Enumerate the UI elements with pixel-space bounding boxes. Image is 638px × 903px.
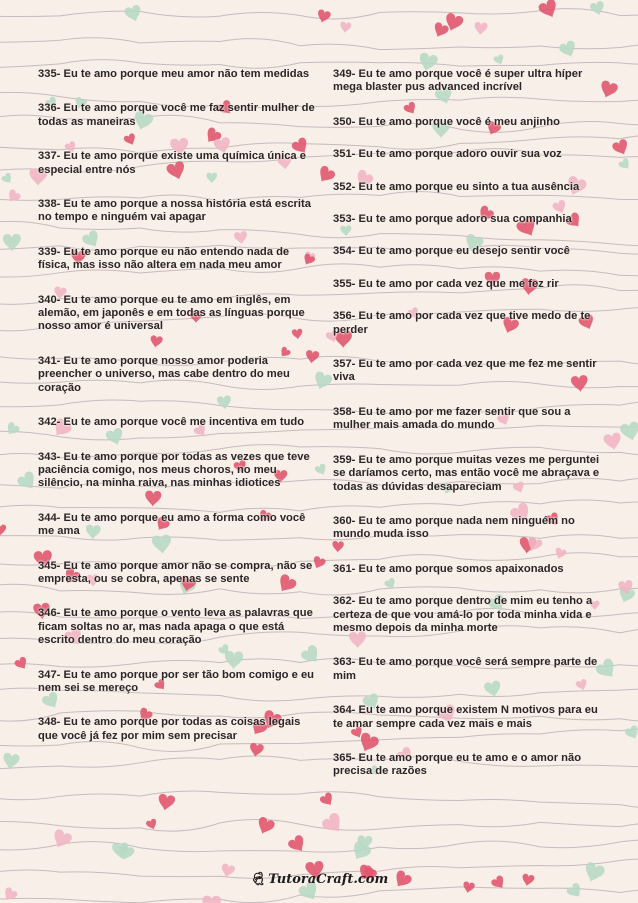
reason-item: 365- Eu te amo porque eu te amo e o amor não precisa de razões [333, 751, 582, 778]
vine-line [0, 38, 638, 50]
reason-item: 356- Eu te amo por cada vez que tive medo de te perder [333, 310, 591, 336]
right-column [333, 68, 609, 779]
heart-icon [1, 172, 15, 186]
heart-icon [123, 4, 143, 24]
reason-item: 344- Eu te amo porque eu amo a forma como você me ama [38, 511, 306, 538]
reason-item: 340- Eu te amo porque eu te amo em inglês, em alemão, em japonês e em todas as línguas porque nosso amor é universal [38, 293, 305, 333]
heart-icon [589, 0, 606, 17]
heart-icon [157, 793, 176, 812]
heart-icon [431, 21, 450, 40]
doll-figure-icon: 💃︎ [249, 872, 267, 887]
reason-item: 351- Eu te amo porque adoro ouvir sua voz [333, 148, 562, 161]
heart-icon [3, 421, 20, 438]
heart-icon [287, 834, 309, 856]
brand-name: TutoraCraft.com [268, 872, 389, 887]
reason-item: 342- Eu te amo porque você me incentiva em tudo [38, 416, 305, 429]
reason-item: 354- Eu te amo porque eu desejo sentir você [333, 245, 570, 258]
heart-icon [255, 816, 276, 837]
reason-item: 346- Eu te amo porque o vento leva as palavras que ficam soltas no ar, mas nada apaga o que está escrito dentro do meu coração [38, 607, 313, 647]
heart-icon [319, 791, 337, 809]
heart-icon [5, 188, 22, 205]
footer-brand [0, 872, 638, 887]
heart-icon [0, 525, 6, 536]
reason-item: 345- Eu te amo porque amor não se compra, não se empresta, ou se cobra, apenas se sente [38, 559, 313, 585]
left-column [38, 68, 318, 743]
reason-item: 337- Eu te amo porque existe uma química única e especial entre nós [38, 150, 306, 176]
reason-item: 339- Eu te amo porque eu não entendo nada de física, mas isso não altera em nada meu amor [38, 245, 290, 272]
reason-item: 357- Eu te amo por cada vez que me fez me sentir viva [333, 358, 597, 384]
reason-item: 353- Eu te amo porque adoro sua companhia [333, 213, 572, 226]
heart-icon [624, 724, 638, 742]
reason-item: 348- Eu te amo porque por todas as coisas legais que você já fez por mim sem precisar [38, 716, 301, 742]
heart-icon [558, 39, 579, 60]
vine-line [0, 820, 638, 832]
heart-icon [474, 22, 488, 36]
heart-icon [339, 21, 351, 33]
reason-item: 349- Eu te amo porque você é super ultra híper mega blaster pus advanced incrível [333, 68, 583, 94]
heart-icon [537, 0, 560, 21]
reason-item: 361- Eu te amo porque somos apaixonados [333, 562, 564, 575]
vine-line [0, 887, 638, 903]
reason-item: 360- Eu te amo porque nada nem ninguém no mundo muda isso [333, 514, 575, 541]
heart-icon [493, 54, 506, 67]
vine-line [0, 840, 638, 853]
reason-item: 364- Eu te amo porque existem N motivos para eu te amar sempre cada vez mais e mais [333, 704, 598, 730]
heart-icon [618, 157, 633, 172]
reason-item: 359- Eu te amo porque muitas vezes me perguntei se daríamos certo, mas então você me abraçava e todas as dúvidas desapareciam [333, 453, 600, 493]
reason-item: 352- Eu te amo porque eu sinto a tua ausência [333, 180, 580, 193]
heart-icon [1, 886, 19, 903]
heart-icon [49, 828, 73, 852]
reason-item: 341- Eu te amo porque nosso amor poderia preencher o universo, mas cabe dentro do meu coração [38, 354, 290, 394]
reason-item: 338- Eu te amo porque a nossa história está escrita no tempo e ninguém vai apagar [38, 198, 311, 224]
heart-icon [611, 138, 631, 158]
vine-line [0, 791, 638, 809]
reason-item: 362- Eu te amo porque dentro de mim eu tenho a certeza de que vou amá-lo por toda minha vida e mesmo depois da minha morte [333, 595, 593, 634]
heart-icon [320, 811, 346, 837]
heart-icon [316, 9, 332, 25]
reason-item: 347- Eu te amo porque por ser tão bom comigo e eu nem sei se mereço [38, 668, 315, 694]
reason-item: 343- Eu te amo porque por todas as vezes que teve paciência comigo, nos meus choros, no meu silêncio, na minha raiva, nas minhas idiotices [38, 450, 310, 490]
reason-item: 363- Eu te amo porque você será sempre parte de mim [333, 656, 598, 682]
reason-item: 358- Eu te amo por me fazer sentir que sou a mulher mais amada do mundo [333, 405, 571, 432]
vine-line [0, 59, 638, 68]
reason-item: 335- Eu te amo porque meu amor não tem medidas [38, 68, 310, 80]
reason-item: 336- Eu te amo porque você me faz sentir mulher de todas as maneiras [38, 102, 315, 128]
heart-icon [16, 470, 40, 494]
reason-item: 350- Eu te amo porque você é meu anjinho [333, 115, 560, 128]
reason-item: 355- Eu te amo por cada vez que me fez rir [333, 277, 559, 290]
heart-icon [619, 421, 638, 444]
